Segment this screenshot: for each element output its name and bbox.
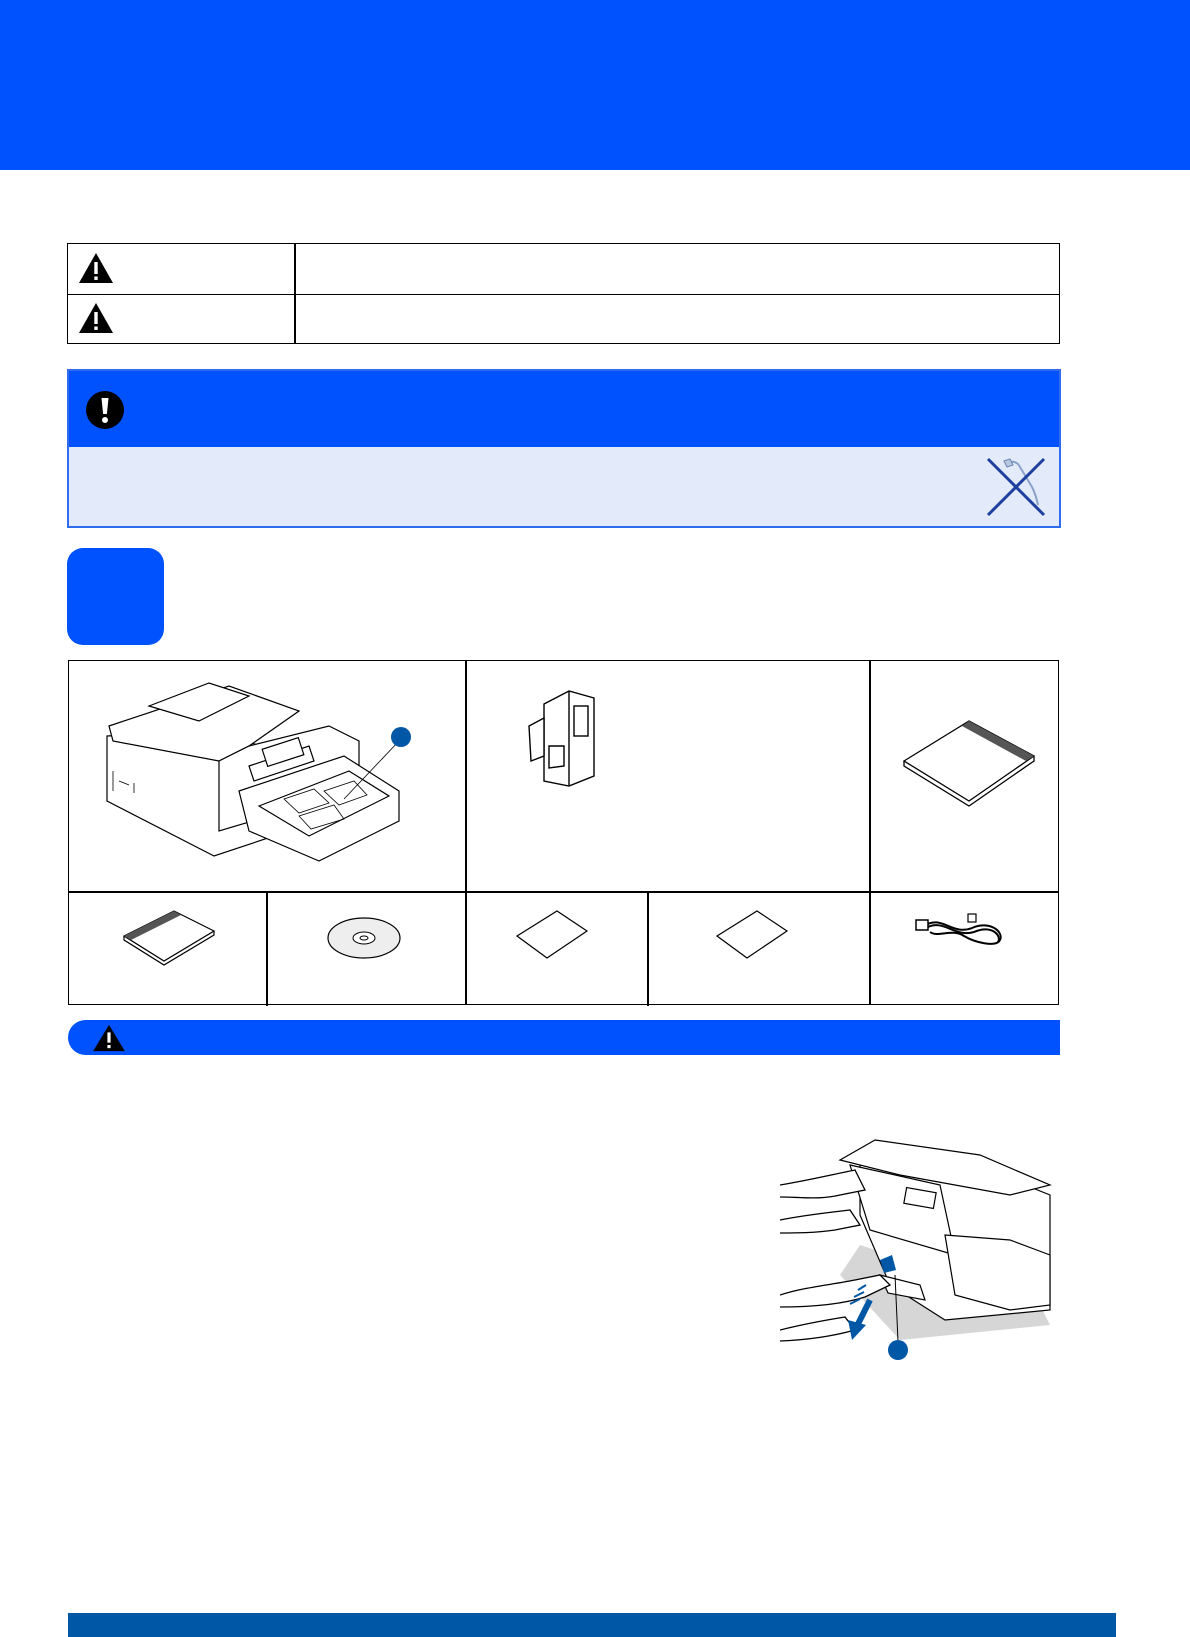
no-usb-cable-icon xyxy=(984,455,1048,519)
box-item-printer xyxy=(99,671,449,881)
header-banner xyxy=(0,0,1190,170)
caution-triangle-icon xyxy=(78,302,114,334)
paper-tray-pull-out-icon xyxy=(780,1135,1055,1365)
box-item-cd xyxy=(324,906,404,966)
important-exclamation-icon xyxy=(85,390,125,430)
box-item-sheet xyxy=(512,906,592,966)
ink-cartridge-icon xyxy=(509,686,619,806)
symbols-table-row xyxy=(68,294,1059,344)
symbols-table-row xyxy=(68,244,1059,295)
cd-rom-icon xyxy=(324,906,404,966)
box-contents-grid xyxy=(68,660,1059,1005)
warning-triangle-icon xyxy=(78,252,114,284)
document-sheet-icon xyxy=(512,906,592,966)
guide-booklet-icon xyxy=(119,906,219,976)
telephone-cord-icon xyxy=(912,906,1012,956)
box-item-ink-cartridge xyxy=(509,686,619,806)
paper-tray-figure xyxy=(780,1135,1055,1365)
manual-booklet-icon xyxy=(894,711,1044,831)
box-item-cord xyxy=(912,906,1012,956)
important-notice-header xyxy=(69,371,1059,447)
printer-icon xyxy=(99,671,449,881)
box-item-guide xyxy=(119,906,219,976)
footer-bar xyxy=(68,1613,1116,1637)
caution-triangle-icon xyxy=(92,1024,126,1052)
caution-strip xyxy=(68,1020,1060,1055)
box-item-sheet xyxy=(712,906,792,966)
document-sheet-icon xyxy=(712,906,792,966)
important-notice xyxy=(67,369,1061,528)
step-number-badge xyxy=(67,548,164,645)
box-item-manual xyxy=(894,711,1044,831)
symbols-table xyxy=(67,243,1060,344)
